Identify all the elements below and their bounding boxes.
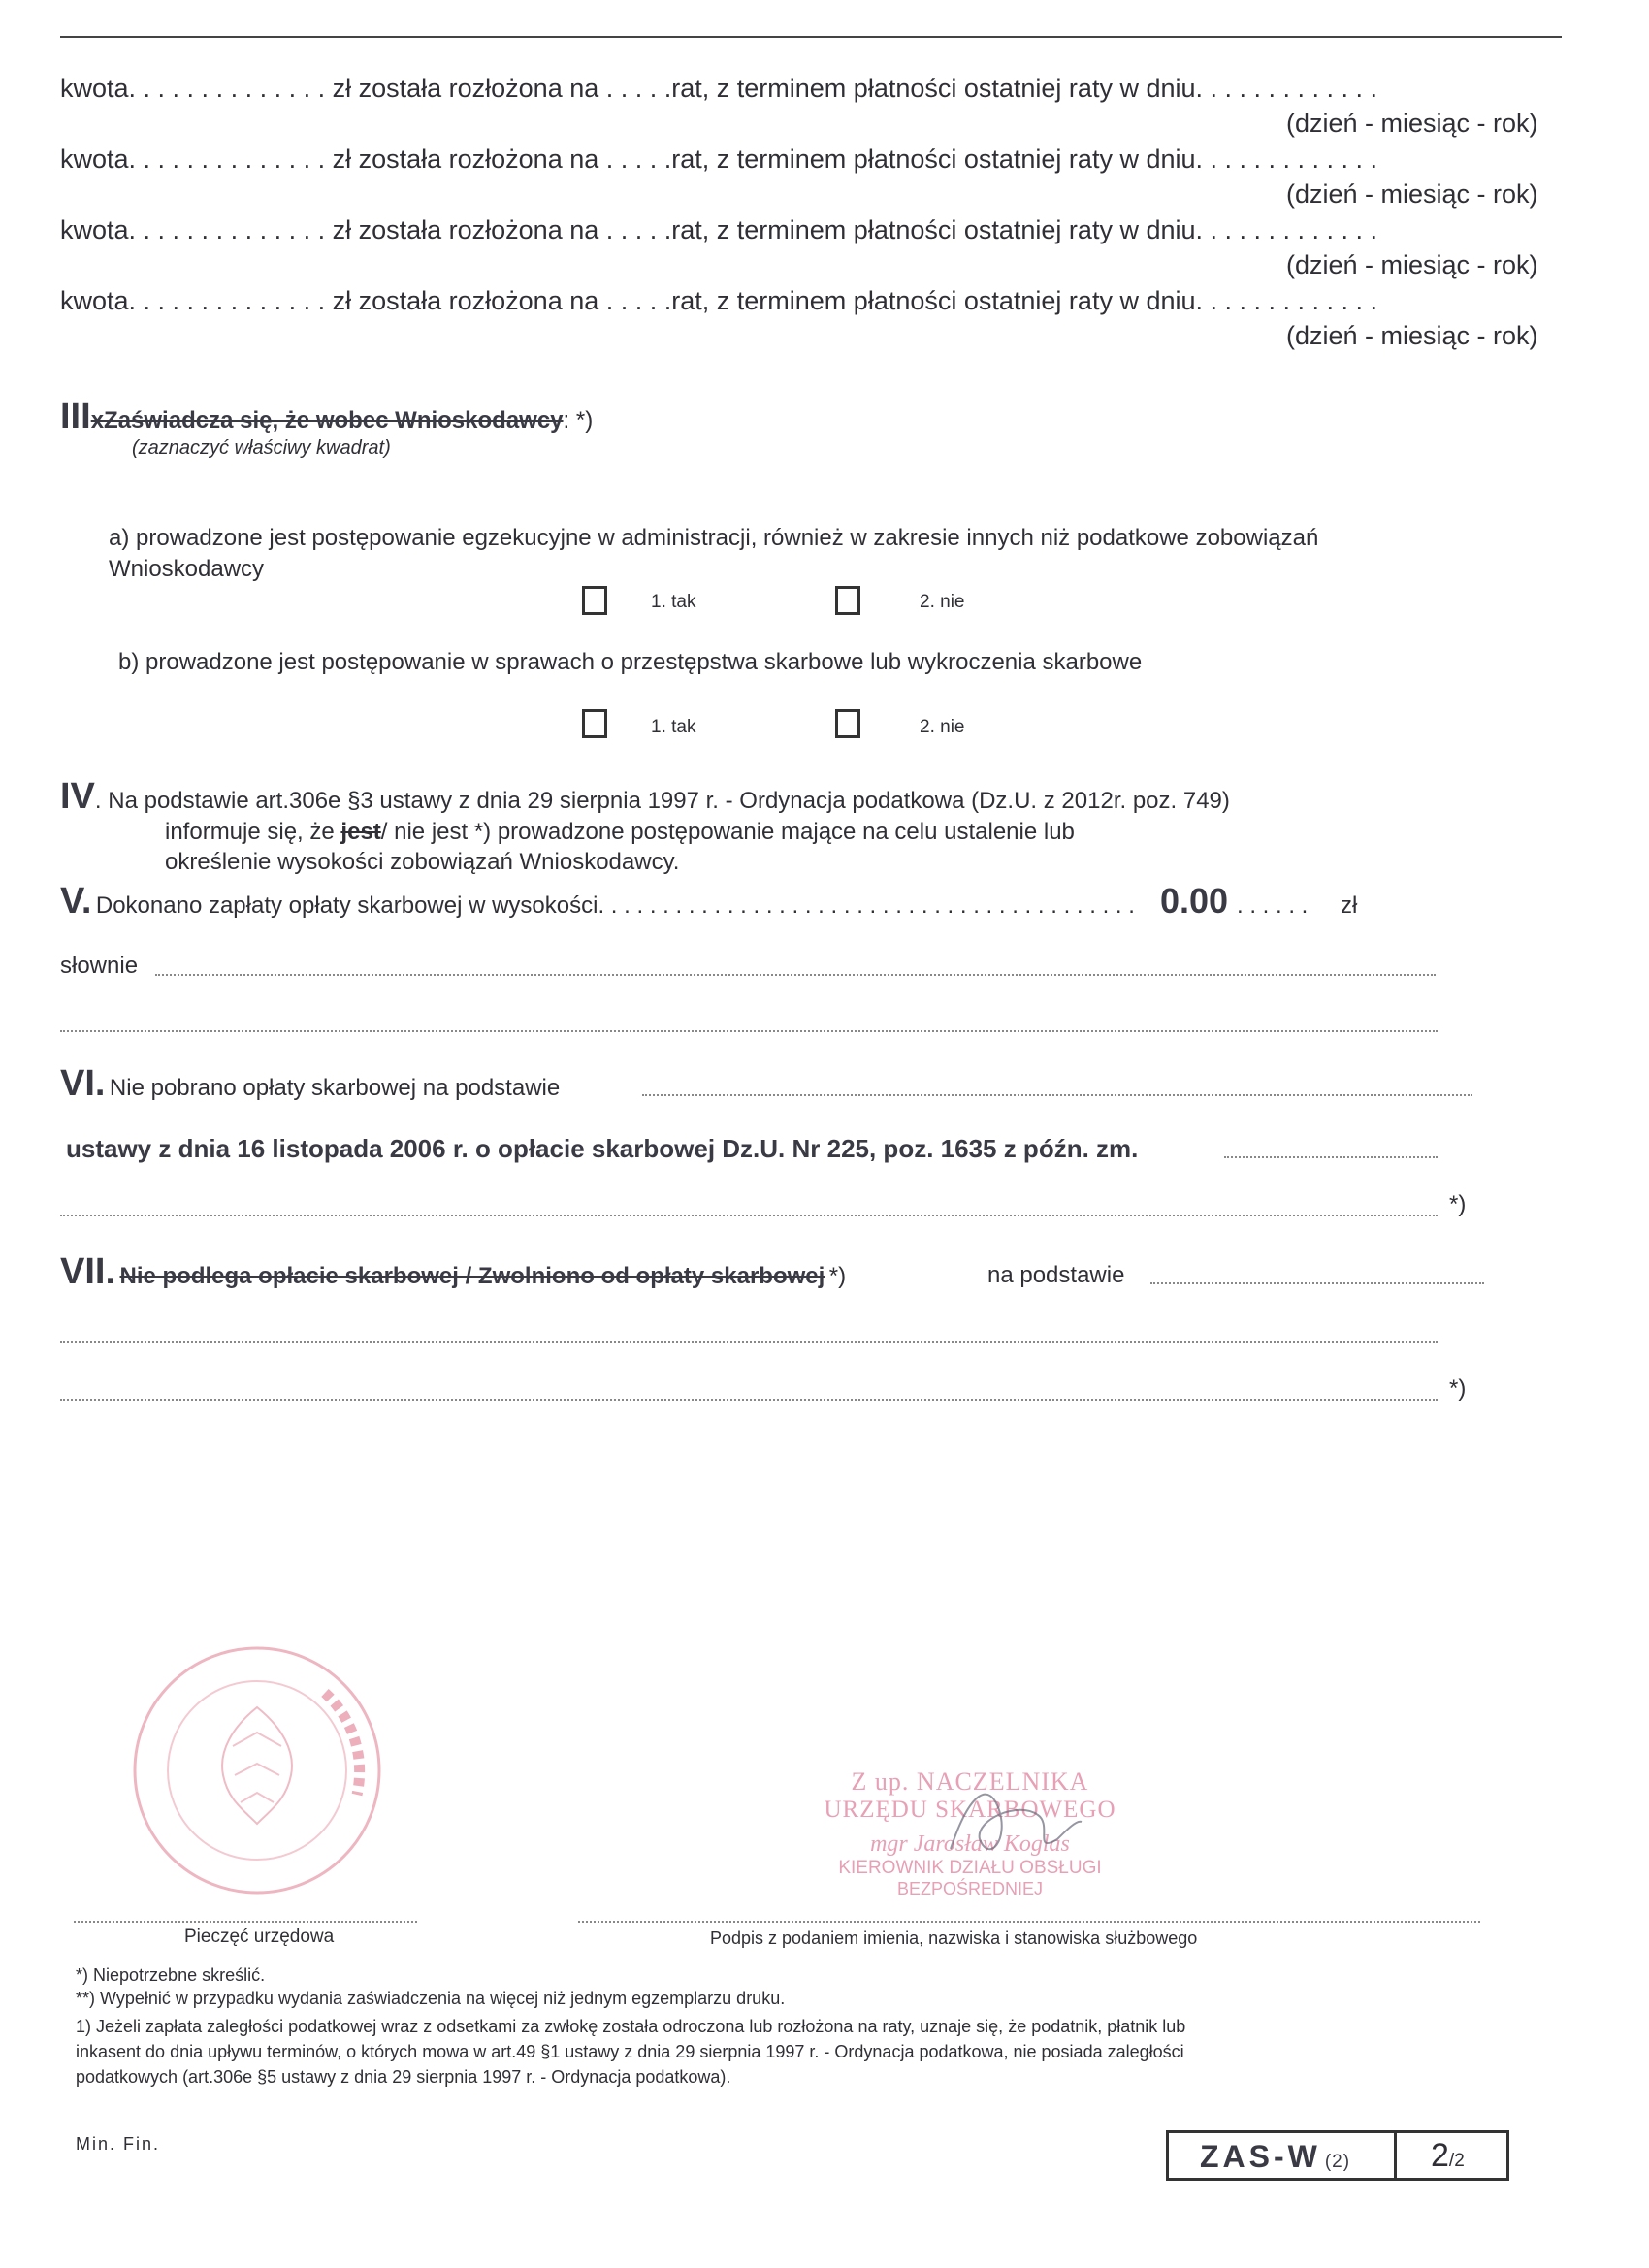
signature-label: Podpis z podaniem imienia, nazwiska i stanowiska służbowego (710, 1928, 1198, 1948)
struck-word: jest (340, 819, 381, 845)
section-vi-line: VI. Nie pobrano opłaty skarbowej na podstawie (60, 1063, 561, 1104)
section-iii-heading: IIIxZaświadcza się, że wobec Wnioskodawcy: *) (60, 396, 594, 437)
legal-basis-dotted-tail (1224, 1156, 1438, 1158)
b-no-label: 2. nie (920, 717, 965, 737)
slownie-dotted-line-2 (60, 1030, 1438, 1032)
section-iv-line3: określenie wysokości zobowiązań Wnioskodawcy. (165, 849, 680, 875)
hint-text: (zaznaczyć właściwy kwadrat) (132, 437, 391, 459)
ministry-label: Min. Fin. (76, 2134, 161, 2154)
installment-row: kwota. . . . . . . . . . . . . . zł została rozłożona na . . . . .rat, z terminem płatności ostatniej raty w dniu. . . . . . . . . . . . . (60, 215, 1378, 244)
section-vii-label: na podstawie (987, 1262, 1125, 1288)
page-number: 2/2 (1431, 2137, 1465, 2174)
form-code-box (1166, 2130, 1509, 2181)
sig-line-5: BEZPOŚREDNIEJ (896, 1879, 1044, 1898)
b-yes-checkbox[interactable] (582, 709, 607, 738)
footnote-1: *) Niepotrzebne skreślić. (76, 1965, 266, 1985)
option-b-text: b) prowadzone jest postępowanie w sprawach o przestępstwa skarbowe lub wykroczenia skarbowe (118, 649, 1143, 675)
sig-line-1: Z up. NACZELNIKA (851, 1767, 1089, 1796)
section-vi-dotted-line-2 (60, 1215, 1438, 1216)
date-hint: (dzień - miesiąc - rok) (1286, 321, 1538, 350)
signature-dotted-line (578, 1921, 1480, 1923)
b-no-checkbox[interactable] (835, 709, 860, 738)
a-no-checkbox[interactable] (835, 586, 860, 615)
section-vii-dotted-line-3 (60, 1399, 1438, 1401)
slownie-label: słownie (60, 953, 139, 979)
date-hint: (dzień - miesiąc - rok) (1286, 179, 1538, 209)
section-v-numeral: V. (60, 881, 92, 922)
fee-amount: 0.00 (1160, 881, 1229, 921)
form-box-divider (1394, 2133, 1397, 2178)
installment-row: kwota. . . . . . . . . . . . . . zł została rozłożona na . . . . .rat, z terminem płatności ostatniej raty w dniu. . . . . . . . . . . . . (60, 145, 1378, 174)
section-vi-numeral: VI. (60, 1063, 106, 1104)
stamp-label: Pieczęć urzędowa (184, 1927, 335, 1947)
a-yes-checkbox[interactable] (582, 586, 607, 615)
section-vi-dotted-line (642, 1094, 1472, 1096)
stamp-dotted-line (74, 1921, 417, 1923)
slownie-dotted-line (155, 974, 1436, 976)
a-no-label: 2. nie (920, 592, 965, 612)
struck-text: Nie podlega opłacie skarbowej / Zwolniono od opłaty skarbowej (119, 1263, 825, 1289)
sig-line-4: KIEROWNIK DZIAŁU OBSŁUGI (838, 1858, 1102, 1878)
date-hint: (dzień - miesiąc - rok) (1286, 109, 1538, 138)
date-hint: (dzień - miesiąc - rok) (1286, 250, 1538, 279)
handwritten-signature (931, 1771, 1086, 1878)
option-a-text: a) prowadzone jest postępowanie egzekucyjne w administracji, również w zakresie innych niż podatkowe zobowiązań (109, 525, 1319, 551)
seal-graphic (126, 1639, 388, 1901)
option-a-text-cont: Wnioskodawcy (109, 556, 265, 582)
sig-line-2: URZĘDU SKARBOWEGO (824, 1797, 1116, 1823)
installment-row: kwota. . . . . . . . . . . . . . zł została rozłożona na . . . . .rat, z terminem płatności ostatniej raty w dniu. . . . . . . . . . . . . (60, 286, 1378, 315)
section-vii-line: VII. Nie podlega opłacie skarbowej / Zwolniono od opłaty skarbowej *) (60, 1251, 847, 1292)
footnote-3: 1) Jeżeli zapłata zaległości podatkowej wraz z odsetkami za zwłokę została odroczona lub rozłożona na raty, uznaje się, że podatnik, płatnik lub (76, 2017, 1186, 2036)
section-vii-tail: *) (1449, 1376, 1467, 1402)
form-code: ZAS-W (2) (1200, 2139, 1351, 2174)
footnote-3-cont: inkasent do dnia upływu terminów, o których mowa w art.49 §1 ustawy z dnia 29 sierpnia 1997 r. - Ordynacja podatkowa, nie posiada zaległości (76, 2042, 1184, 2061)
legal-basis: ustawy z dnia 16 listopada 2006 r. o opłacie skarbowej Dz.U. Nr 225, poz. 1635 z późn. zm. (66, 1134, 1139, 1163)
section-v-line: V. Dokonano zapłaty opłaty skarbowej w wysokości. . . . . . . . . . . . . . . . . . . . . . . . . . . . . . . . . . . . . . . . . . (60, 881, 1135, 922)
section-iii-numeral: III (60, 396, 91, 437)
section-vii-dotted-line (1150, 1282, 1484, 1284)
currency-label: zł (1341, 892, 1358, 919)
section-iv-line1: IV. Na podstawie art.306e §3 ustawy z dnia 29 sierpnia 1997 r. - Ordynacja podatkowa (Dz.U. z 2012r. poz. 749) (60, 776, 1230, 817)
footnote-2: **) Wypełnić w przypadku wydania zaświadczenia na więcej niż jednym egzemplarzu druku. (76, 1989, 786, 2008)
top-rule (60, 36, 1562, 38)
section-iv-line2: informuje się, że jest/ nie jest *) prowadzone postępowanie mające na celu ustalenie lub (165, 819, 1075, 845)
section-vii-dotted-line-2 (60, 1341, 1438, 1343)
struck-heading: xZaświadcza się, że wobec Wnioskodawcy (90, 407, 564, 434)
b-yes-label: 1. tak (651, 717, 696, 737)
section-iv-numeral: IV (60, 776, 95, 817)
footnote-3-cont-2: podatkowych (art.306e §5 ustawy z dnia 29 sierpnia 1997 r. - Ordynacja podatkowa). (76, 2067, 731, 2087)
installment-row: kwota. . . . . . . . . . . . . . zł została rozłożona na . . . . .rat, z terminem płatności ostatniej raty w dniu. . . . . . . . . . . . . (60, 74, 1378, 103)
section-vii-numeral: VII. (60, 1251, 116, 1292)
section-vi-tail: *) (1449, 1191, 1467, 1217)
official-seal (126, 1639, 388, 1901)
sig-line-3: mgr Jarosław Koglas (870, 1831, 1070, 1857)
a-yes-label: 1. tak (651, 592, 696, 612)
